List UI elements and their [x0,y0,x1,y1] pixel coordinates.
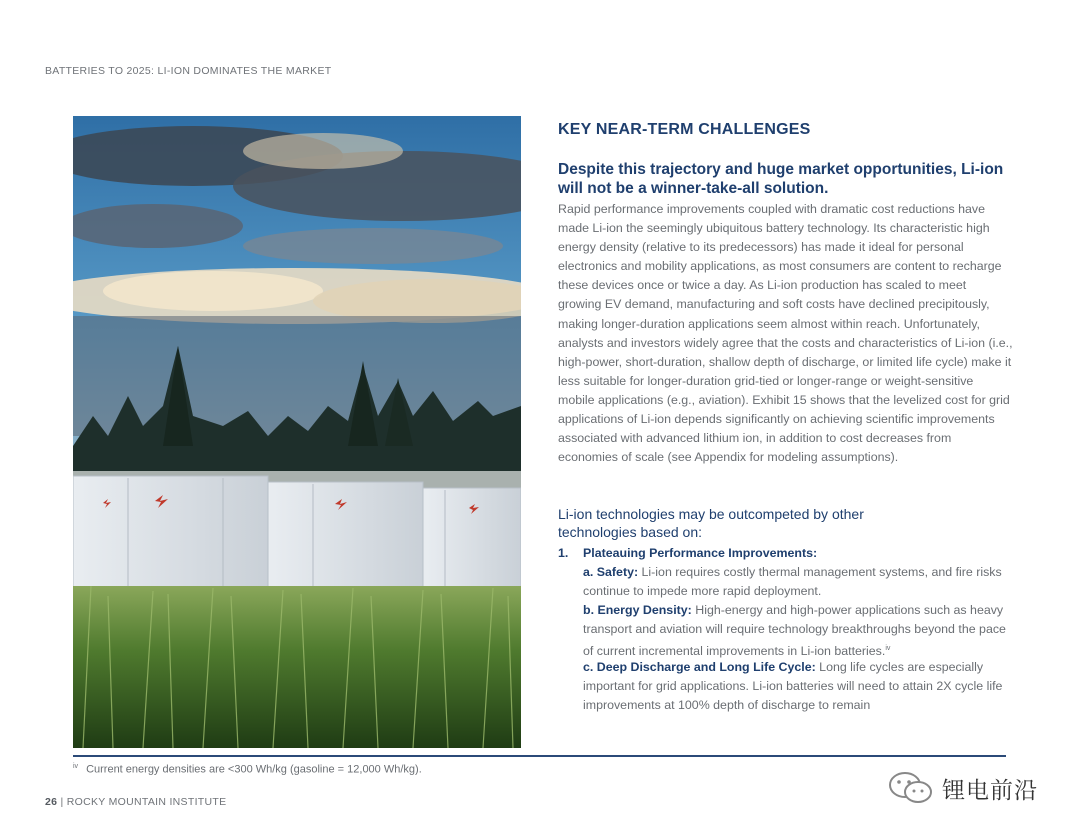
sub-item-text: Long life cycles are especially important for grid applications. Li-ion batteries will need to attain 2X cycle life improvements at 100% depth of discharge to remain [583,660,1003,713]
list-title: Plateauing Performance Improvements: [583,546,818,560]
footer-separator: | [57,796,67,808]
footnote [73,763,422,776]
section-heading: KEY NEAR-TERM CHALLENGES [558,121,811,138]
footnote-divider [73,755,1006,757]
watermark-text: 锂电前沿 [942,776,1038,803]
watermark [888,770,1038,806]
footnote-ref[interactable]: iv [885,645,891,653]
running-title: BATTERIES TO 2025: LI-ION DOMINATES THE MARKET [45,65,332,77]
sub-item-safety [583,563,1008,601]
battery-storage-photo [73,116,521,748]
sub-item-deep-discharge [583,658,1008,715]
sub-item-text: High-energy and high-power applications such as heavy transport and aviation will require technology breakthroughs beyond the pace of current incremental improvements in Li-ion batteries. [583,603,1006,659]
sub-item-text: Li-ion requires costly thermal management systems, and fire risks continue to impede more rapid deployment. [583,565,1002,599]
publisher-name: ROCKY MOUNTAIN INSTITUTE [66,796,227,808]
list-number: 1. [558,546,569,560]
section-subheading: Despite this trajectory and huge market opportunities, Li-ion will not be a winner-take-all solution. [558,161,1004,197]
list-item-heading [558,544,1008,562]
sub-item-label: a. Safety: [583,565,639,579]
page-number: 26 [45,796,58,808]
body-paragraph: Rapid performance improvements coupled with dramatic cost reductions have made Li-ion the seemingly ubiquitous battery technology. Its characteristic high energy density (relative to its predecessors) has made it ideal for personal electronics and mobility applications, as most consumers are content to recharge these devices once or twice a day. As Li-ion production has scaled to meet growing EV demand, manufacturing and soft costs have declined precipitously, making longer-duration applications seem almost within reach. Unfortunately, analysts and investors widely agree that the costs and characteristics of Li-ion (i.e., high-power, short-duration, shallow depth of discharge, or limited life cycle) make it less suitable for longer-duration grid-tied or longer-range or weight-sensitive mobile applications (e.g., aviation). Exhibit 15 shows that the levelized cost for grid applications of Li-ion depends significantly on achieving scientific improvements associated with advanced lithium ion, in addition to cost decreases from economies of scale (see Appendix for modeling assumptions). [558,202,1013,465]
sub-item-label: b. Energy Density: [583,603,692,617]
page-footer [45,796,226,808]
list-lead-text: Li-ion technologies may be outcompeted by other technologies based on: [558,506,864,540]
footnote-text: Current energy densities are <300 Wh/kg (gasoline = 12,000 Wh/kg). [86,763,422,776]
sub-item-energy-density [583,601,1008,661]
footnote-mark: iv [73,763,79,770]
sub-item-label: c. Deep Discharge and Long Life Cycle: [583,660,816,674]
wechat-icon [888,771,934,805]
